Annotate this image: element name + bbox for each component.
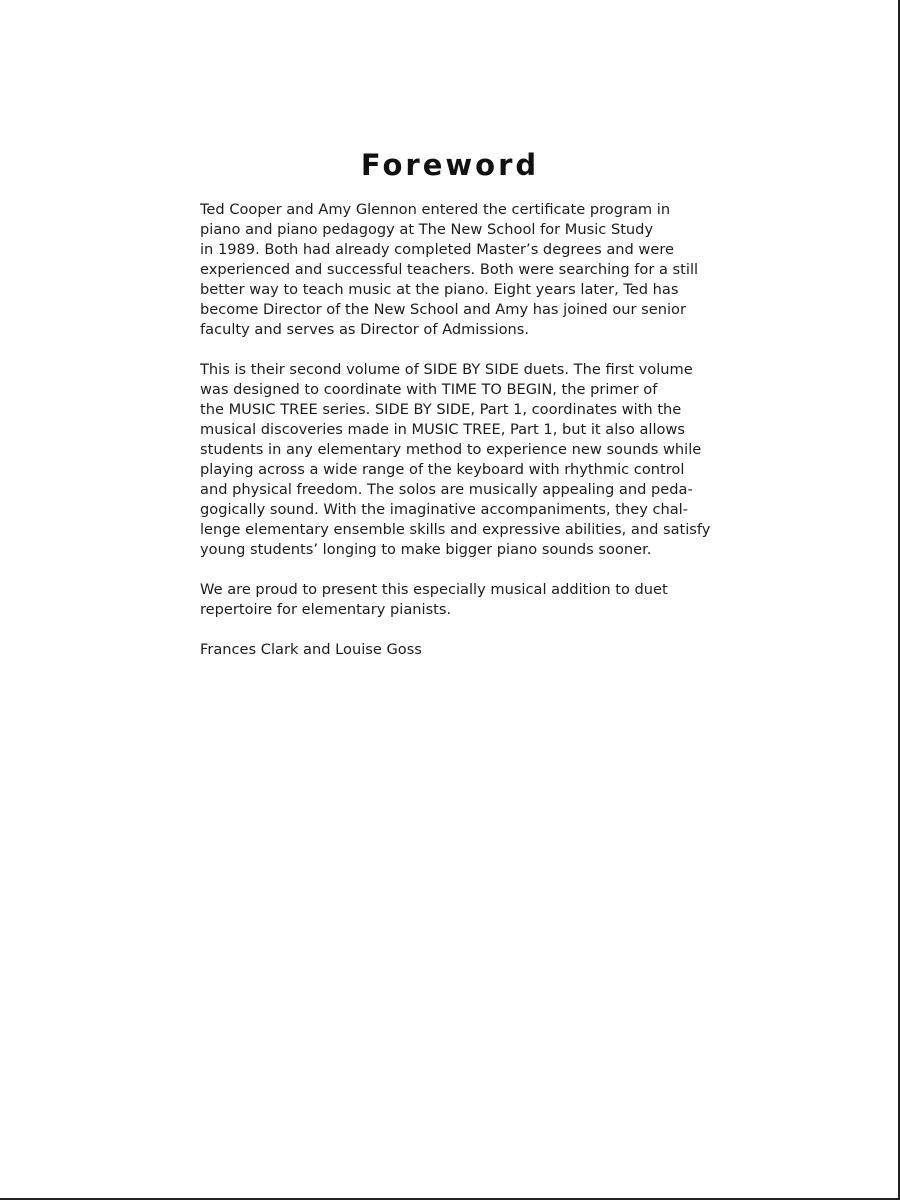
paragraph-2 bbox=[200, 360, 710, 560]
text-line: playing across a wide range of the keyboard with rhythmic control bbox=[200, 461, 685, 478]
text-line: repertoire for elementary pianists. bbox=[200, 601, 452, 618]
paragraph-1 bbox=[200, 200, 710, 340]
text-line: become Director of the New School and Amy has joined our senior bbox=[200, 301, 686, 318]
text-line: Ted Cooper and Amy Glennon entered the certificate program in bbox=[200, 201, 671, 218]
page-title: Foreword bbox=[360, 148, 540, 182]
text-line: musical discoveries made in MUSIC TREE, Part 1, but it also allows bbox=[200, 421, 685, 438]
text-line: We are proud to present this especially musical addition to duet bbox=[200, 581, 668, 598]
text-line: gogically sound. With the imaginative accompaniments, they chal- bbox=[200, 501, 689, 518]
text-line: the MUSIC TREE series. SIDE BY SIDE, Part 1, coordinates with the bbox=[200, 401, 682, 418]
text-line: students in any elementary method to experience new sounds while bbox=[200, 441, 702, 458]
text-line: This is their second volume of SIDE BY SIDE duets. The first volume bbox=[200, 361, 693, 378]
signature: Frances Clark and Louise Goss bbox=[200, 641, 422, 658]
text-line: and physical freedom. The solos are musically appealing and peda- bbox=[200, 481, 693, 498]
text-line: young students’ longing to make bigger piano sounds sooner. bbox=[200, 541, 652, 558]
text-line: faculty and serves as Director of Admissions. bbox=[200, 321, 530, 338]
text-line: lenge elementary ensemble skills and expressive abilities, and satisfy bbox=[200, 521, 711, 538]
text-line: piano and piano pedagogy at The New School for Music Study bbox=[200, 221, 654, 238]
text-line: experienced and successful teachers. Both were searching for a still bbox=[200, 261, 699, 278]
text-line: better way to teach music at the piano. Eight years later, Ted has bbox=[200, 281, 679, 298]
text-line: was designed to coordinate with TIME TO BEGIN, the primer of bbox=[200, 381, 658, 398]
paragraph-3 bbox=[200, 580, 710, 620]
foreword-body bbox=[200, 200, 710, 660]
text-line: in 1989. Both had already completed Master’s degrees and were bbox=[200, 241, 674, 258]
